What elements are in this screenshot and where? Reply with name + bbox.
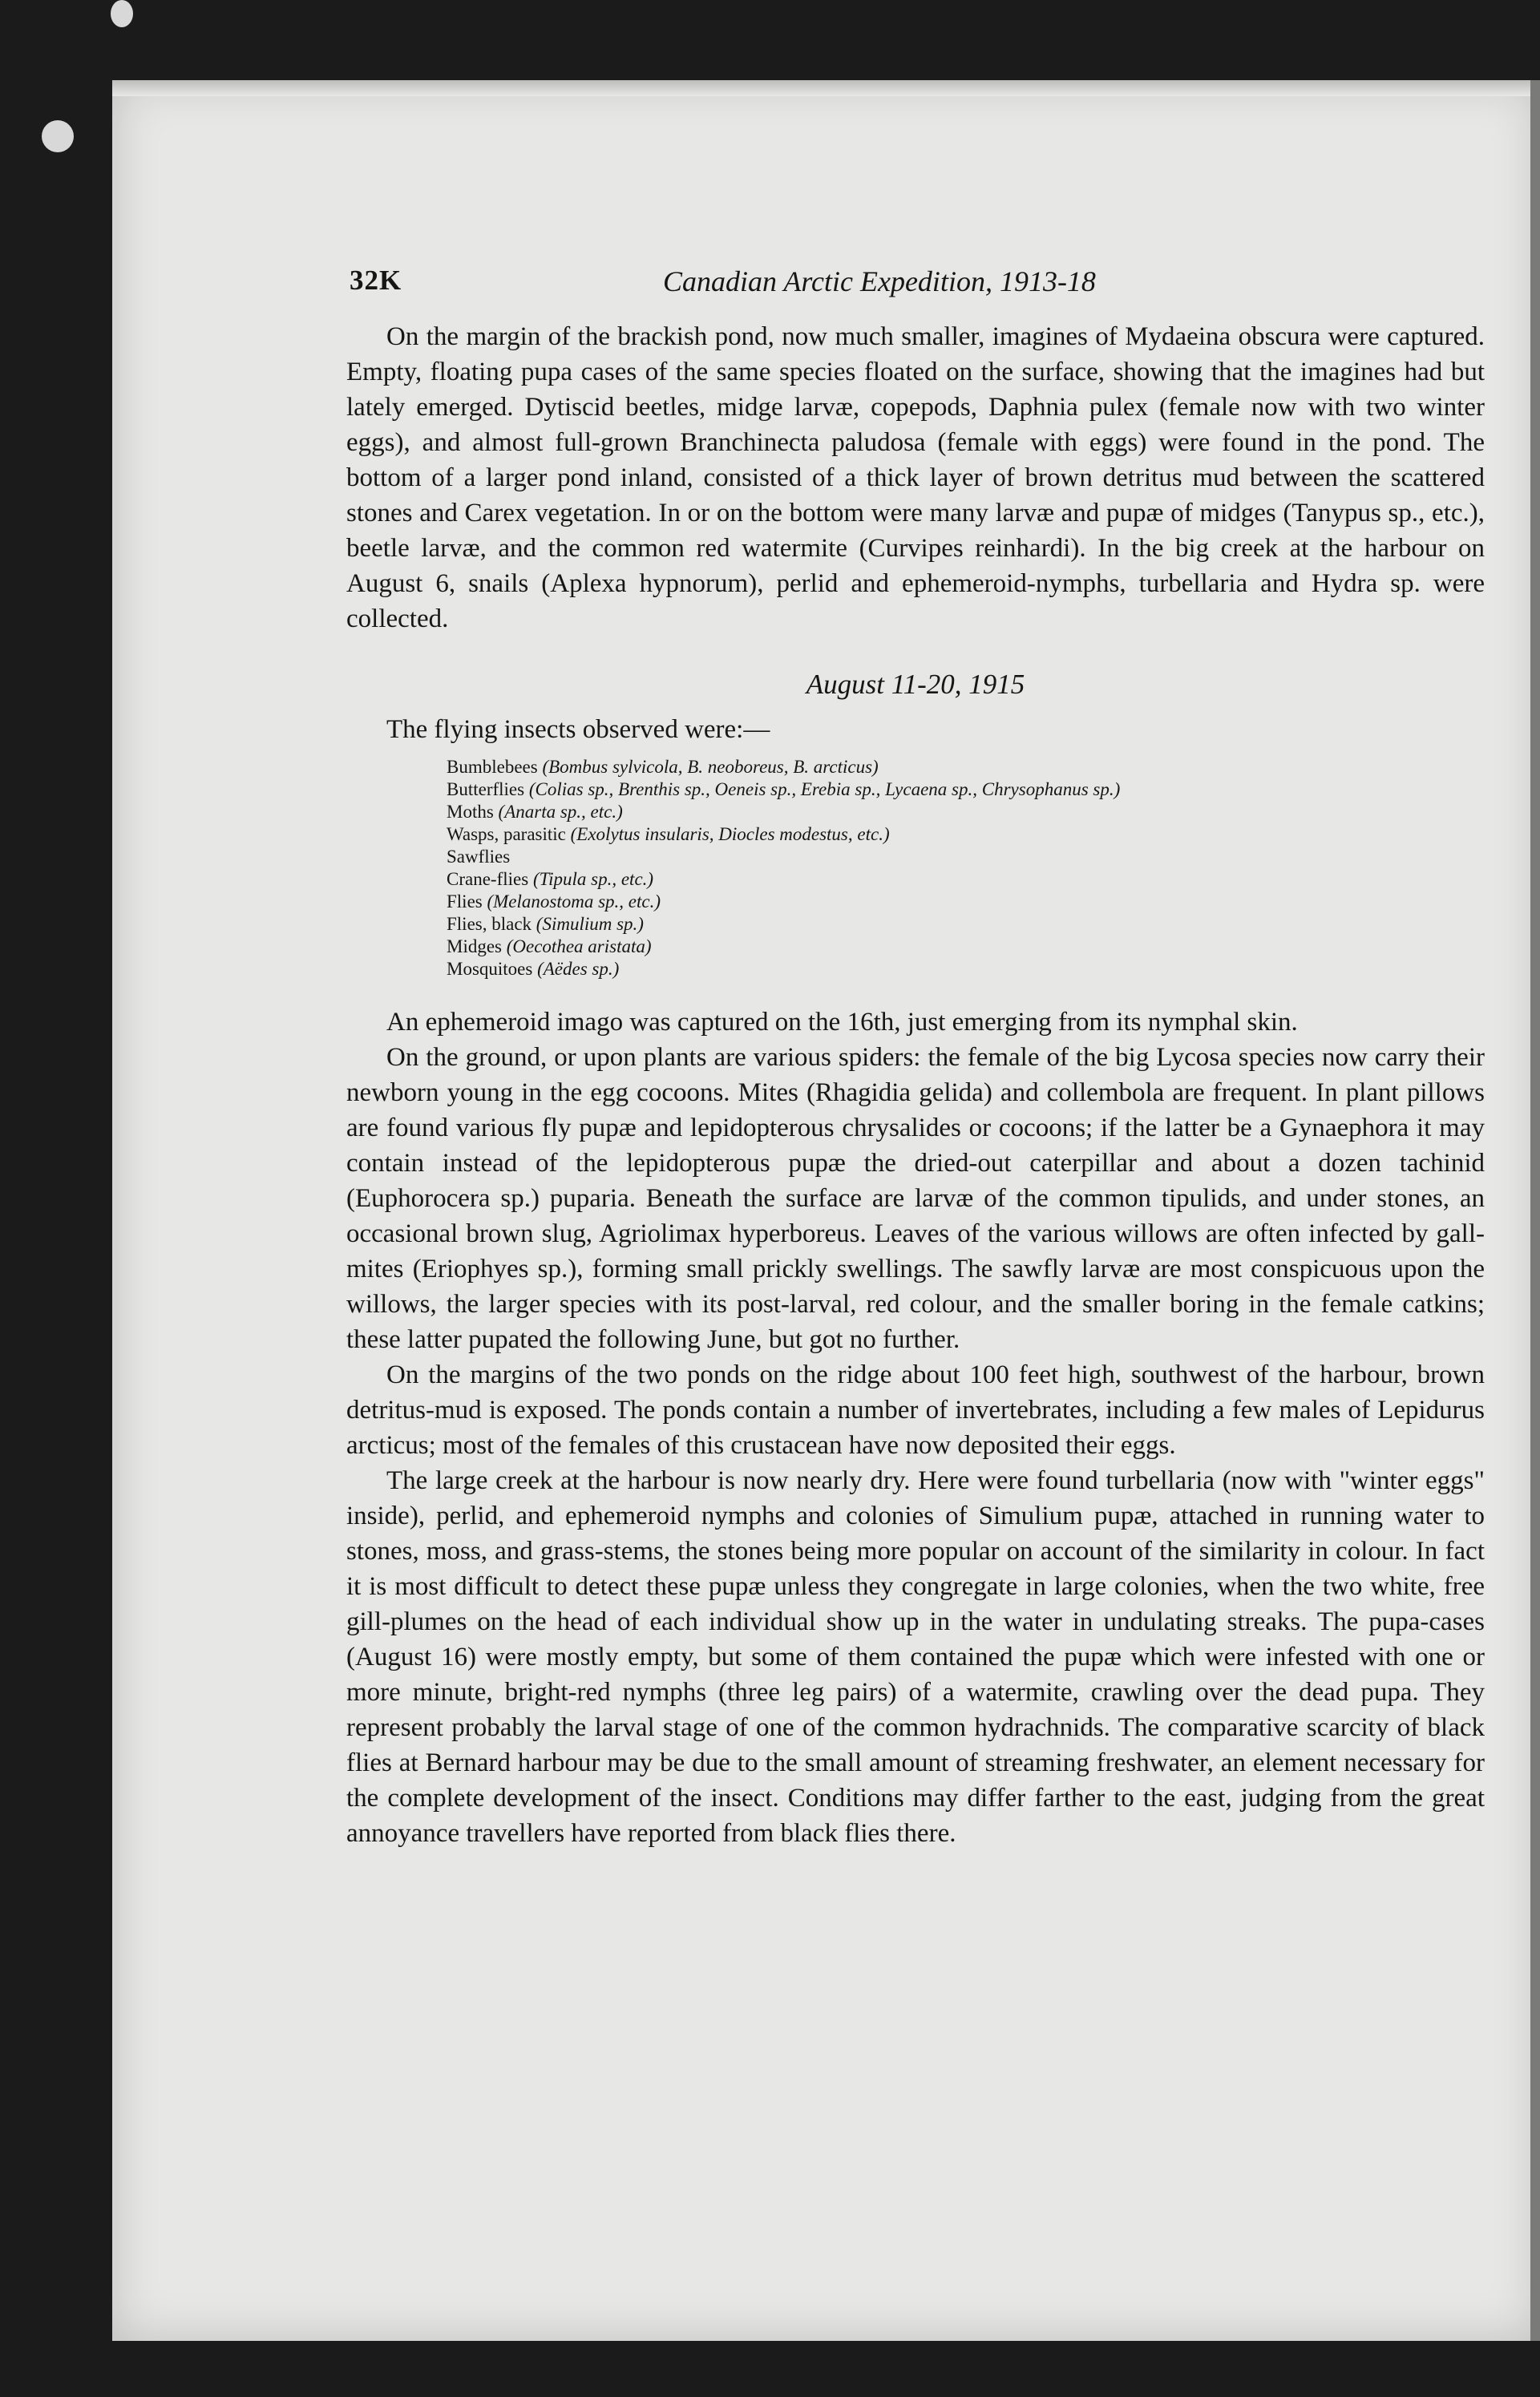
list-item (447, 891, 1481, 913)
insect-scientific: (Oecothea aristata) (506, 936, 652, 956)
running-title: Canadian Arctic Expedition, 1913-18 (663, 265, 1096, 297)
list-item (447, 958, 1481, 980)
list-item (447, 936, 1481, 958)
section-heading: August 11-20, 1915 (806, 669, 1025, 700)
paragraph: The large creek at the harbour is now nearly dry. Here were found turbellaria (now with "winter eggs" inside), perlid, and ephemeroid nymphs and colonies of Simulium pupæ, attached in running water to stones, moss, and grass-stems, the stones being more popular on account of the similarity in colour. In fact it is most difficult to detect these pupæ unless they congregate in large colonies, when the two white, free gill-plumes on the head of each individual show up in the water in undulating streaks. The pupa-cases (August 16) were mostly empty, but some of them contained the pupæ which were infested with one or more minute, bright-red nymphs (three leg pairs) of a watermite, crawling over the dead pupa. They represent probably the larval stage of one of the common hydrachnids. The comparative scarcity of black flies at Bernard harbour may be due to the small amount of streaming freshwater, an element necessary for the complete development of the insect. Conditions may differ farther to the east, judging from the great annoyance travellers have reported from black flies there. (346, 1466, 1485, 1848)
paragraph: An ephemeroid imago was captured on the 16th, just emerging from its nymphal skin. (386, 1008, 1298, 1037)
list-item (447, 846, 1481, 868)
list-item (447, 913, 1481, 936)
insect-name: Crane-flies (447, 869, 529, 889)
insect-scientific: (Tipula sp., etc.) (532, 869, 654, 889)
list-item (447, 823, 1481, 846)
insect-scientific: (Anarta sp., etc.) (498, 802, 623, 822)
paragraph: On the margin of the brackish pond, now much smaller, imagines of Mydaeina obscura were captured. Empty, floating pupa cases of the same species floated on the surface, showing that the imagines had but lately emerged. Dytiscid beetles, midge larvæ, copepods, Daphnia pulex (female now with two winter eggs), and almost full-grown Branchinecta paludosa (female with eggs) were found in the pond. The bottom of a larger pond inland, consisted of a thick layer of brown detritus mud between the scattered stones and Carex vegetation. In or on the bottom were many larvæ and pupæ of midges (Tanypus sp., etc.), beetle larvæ, and the common red watermite (Curvipes reinhardi). In the big creek at the harbour on August 6, snails (Aplexa hypnorum), perlid and ephemeroid-nymphs, turbellaria and Hydra sp. were collected. (346, 322, 1485, 633)
list-intro: The flying insects observed were:— (386, 715, 770, 744)
paragraph: On the ground, or upon plants are various spiders: the female of the big Lycosa species now carry their newborn young in the egg cocoons. Mites (Rhagidia gelida) and collembola are frequent. In plant pillows are found various fly pupæ and lepidopterous chrysalides or cocoons; if the latter be a Gynaephora it may contain instead of the lepidopterous pupæ the dried-out caterpillar and about a dozen tachinid (Euphorocera sp.) puparia. Beneath the surface are larvæ of the common tipulids, and under stones, an occasional brown slug, Agriolimax hyperboreus. Leaves of the various willows are often infected by gall-mites (Eriophyes sp.), forming small prickly swellings. The sawfly larvæ are most conspicuous upon the willows, the larger species with its post-larval, red colour, and the smaller boring in the female catkins; these latter pupated the following June, but got no further. (346, 1043, 1485, 1354)
list-item (447, 778, 1481, 801)
list-item (447, 756, 1481, 778)
insect-name: Midges (447, 936, 502, 956)
page-content (234, 257, 1493, 1851)
insect-scientific: (Bombus sylvicola, B. neoboreus, B. arcticus) (542, 757, 879, 777)
insect-name: Flies, black (447, 914, 532, 934)
insect-name: Bumblebees (447, 757, 538, 777)
page-right-edge (1530, 80, 1540, 2341)
insect-list (447, 756, 1481, 980)
page-number: 32K (350, 265, 402, 296)
insect-scientific: (Aëdes sp.) (537, 959, 620, 979)
insect-name: Sawflies (447, 847, 511, 867)
insect-name: Flies (447, 891, 483, 912)
insect-name: Wasps, parasitic (447, 824, 566, 844)
insect-scientific: (Exolytus insularis, Diocles modestus, etc.) (570, 824, 890, 844)
paragraph: On the margins of the two ponds on the ridge about 100 feet high, southwest of the harbour, brown detritus-mud is exposed. The ponds contain a number of invertebrates, including a few males of Lepidurus arcticus; most of the females of this crustacean have now deposited their eggs. (346, 1360, 1485, 1460)
list-item (447, 868, 1481, 891)
page-header (234, 257, 1493, 313)
insect-name: Butterflies (447, 779, 525, 799)
page-top-edge (112, 80, 1540, 96)
insect-name: Moths (447, 802, 494, 822)
list-item (447, 801, 1481, 823)
insect-scientific: (Colias sp., Brenthis sp., Oeneis sp., Erebia sp., Lycaena sp., Chrysophanus sp.) (528, 779, 1121, 799)
insect-scientific: (Melanostoma sp., etc.) (487, 891, 661, 912)
scan-blemish (42, 120, 74, 152)
insect-name: Mosquitoes (447, 959, 533, 979)
insect-scientific: (Simulium sp.) (536, 914, 644, 934)
scan-blemish (111, 0, 133, 27)
